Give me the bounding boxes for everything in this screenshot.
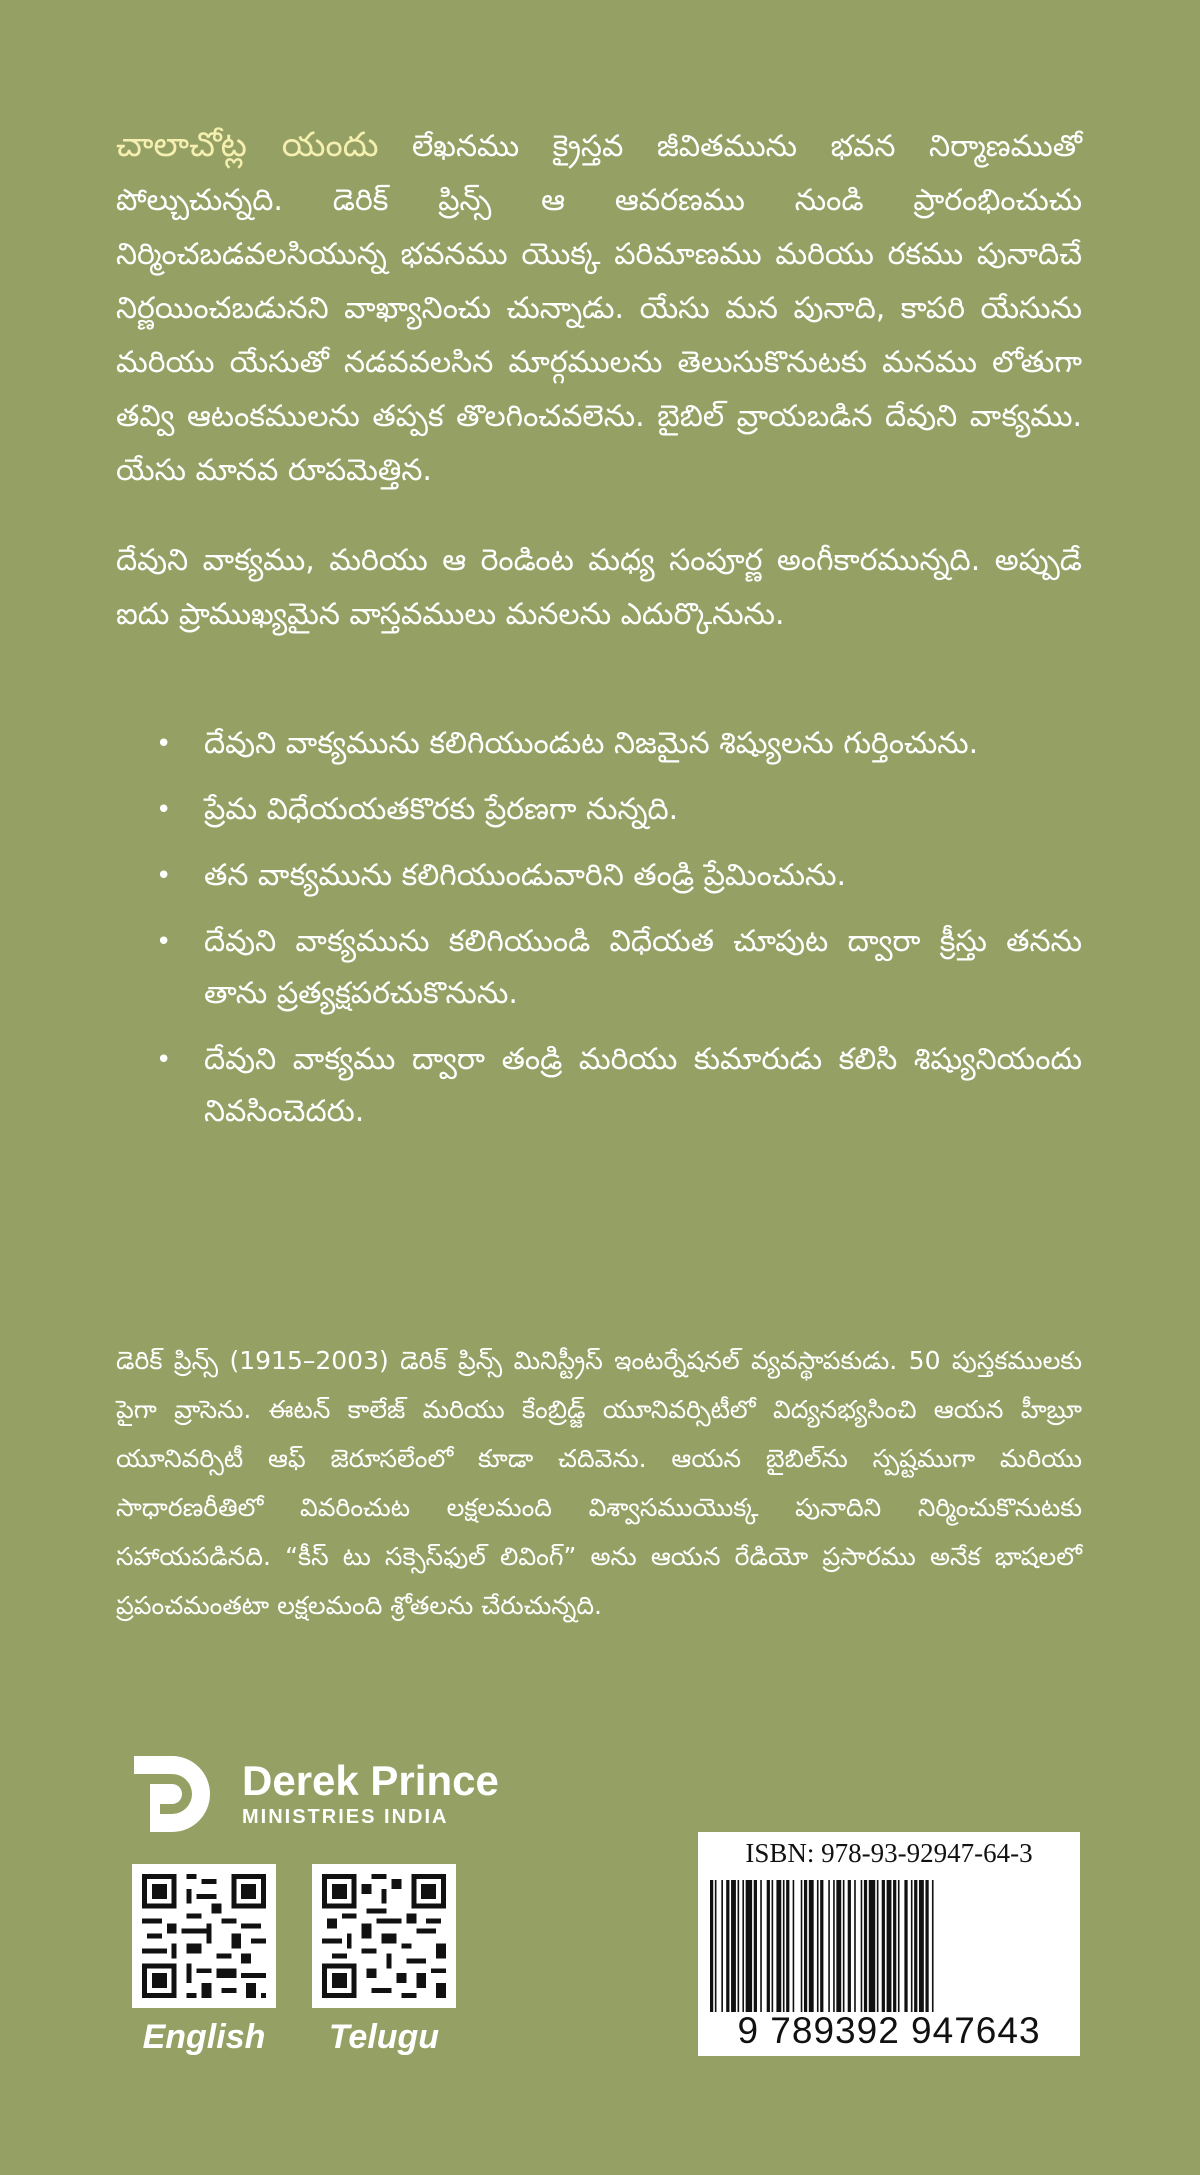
list-item: [116, 916, 1082, 1020]
blurb-paragraph-2: దేవుని వాక్యము, మరియు ఆ రెండింట మధ్య సంపూర్ణ అంగీకారమున్నది. అప్పుడే ఐదు ప్రాముఖ్యమైన వాస్తవములు మనలను ఎదుర్కొనును.: [116, 543, 1082, 632]
list-item-text: దేవుని వాక్యము ద్వారా తండ్రి మరియు కుమారుడు కలిసి శిష్యునియందు నివసించెదరు.: [204, 1042, 1082, 1129]
isbn-barcode: [698, 1832, 1080, 2056]
isbn-text: ISBN: 978-93-92947-64-3: [745, 1838, 1033, 1868]
list-item: [116, 718, 1082, 770]
blurb-paragraph-1: [116, 118, 1082, 498]
back-cover-blurb: [116, 118, 1082, 678]
barcode-digits: 9 789392 947643: [737, 2010, 1041, 2051]
list-item: [116, 850, 1082, 902]
logo-subtitle: MINISTRIES INDIA: [242, 1806, 449, 1828]
qr-code-icon: [312, 1864, 456, 2008]
blurb-lead-phrase: చాలాచోట్ల యందు: [116, 125, 379, 165]
qr-code-icon: [132, 1864, 276, 2008]
list-item-text: ప్రేమ విధేయయతకొరకు ప్రేరణగా నున్నది.: [204, 792, 679, 827]
qr-label-telugu: Telugu: [328, 2018, 440, 2056]
list-item: [116, 784, 1082, 836]
qr-code-telugu[interactable]: [312, 1864, 456, 2008]
qr-code-english[interactable]: [132, 1864, 276, 2008]
logo-title: Derek Prince: [242, 1757, 499, 1804]
qr-label-english: English: [142, 2018, 266, 2056]
list-item-text: దేవుని వాక్యమును కలిగియుండి విధేయత చూపుట ద్వారా క్రీస్తు తనను తాను ప్రత్యక్షపరచుకొనును.: [204, 924, 1082, 1011]
list-item: [116, 1034, 1082, 1138]
key-truths-list: [116, 718, 1082, 1152]
bullet-icon: •: [156, 927, 172, 957]
bullet-icon: •: [156, 729, 172, 759]
publisher-logo: [130, 1748, 560, 1840]
bullet-icon: •: [156, 861, 172, 891]
author-bio: డెరిక్ ప్రిన్స్ (1915–2003) డెరిక్ ప్రిన్స్ మినిస్ట్రీస్ ఇంటర్నేషనల్ వ్యవస్థాపకుడు. 50 పుస్తకములకు పైగా వ్రాసెను. ఈటన్ కాలేజ్ మరియు కేంబ్రిడ్జ్ యూనివర్సిటీలో విద్యనభ్యసించి ఆయన హీబ్రూ యూనివర్సిటీ ఆఫ్ జెరూసలేంలో కూడా చదివెను. ఆయన బైబిల్‌ను స్పష్టముగా మరియు సాధారణరీతిలో వివరించుట లక్షలమంది విశ్వాసముయొక్క పునాదిని నిర్మించుకొనుటకు సహాయపడినది. “కీస్ టు సక్సెస్‌ఫుల్ లివింగ్” అను ఆయన రేడియో ప్రసారము అనేక భాషలలో ప్రపంచమంతటా లక్షలమంది శ్రోతలను చేరుచున్నది.: [116, 1346, 1082, 1620]
barcode-icon: [706, 1880, 1072, 2012]
bullet-icon: •: [156, 795, 172, 825]
bullet-icon: •: [156, 1045, 172, 1075]
list-item-text: తన వాక్యమును కలిగియుండువారిని తండ్రి ప్రేమించును.: [204, 858, 847, 893]
dp-logo-icon: [130, 1752, 214, 1836]
list-item-text: దేవుని వాక్యమును కలిగియుండుట నిజమైన శిష్యులను గుర్తించును.: [204, 726, 979, 761]
blurb-paragraph-1-text: లేఖనము క్రైస్తవ జీవితమును భవన నిర్మాణముతో పోల్చుచున్నది. డెరిక్ ప్రిన్స్ ఆ ఆవరణము నుండి ప్రారంభించుచు నిర్మించబడవలసియున్న భవనము యొక్క పరిమాణము మరియు రకము పునాదిచే నిర్ణయించబడునని వాఖ్యానించు చున్నాడు. యేసు మన పునాది, కాపరి యేసును మరియు యేసుతో నడవవలసిన మార్గములను తెలుసుకొనుటకు మనము లోతుగా తవ్వి ఆటంకములను తప్పక తొలగించవలెను. బైబిల్ వ్రాయబడిన దేవుని వాక్యము. యేసు మానవ రూపమెత్తిన.: [116, 129, 1082, 488]
